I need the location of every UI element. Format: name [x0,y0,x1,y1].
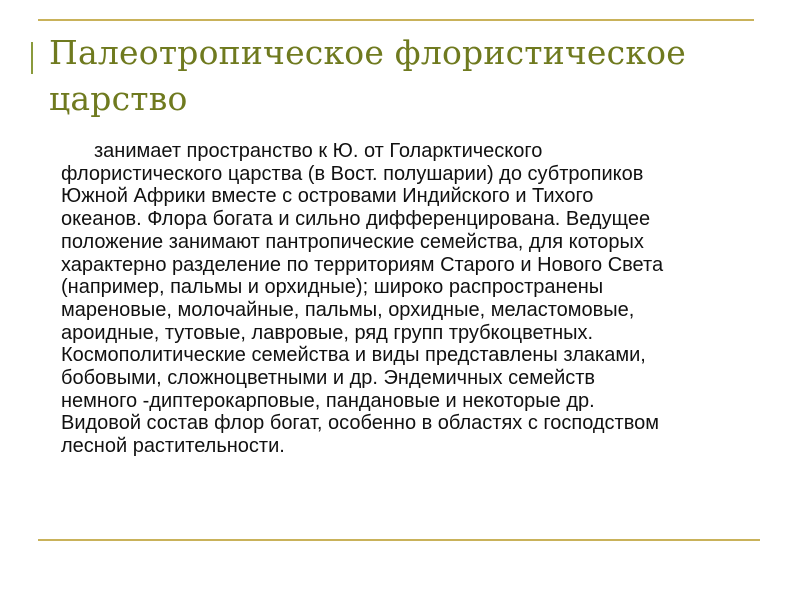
title-accent-bar [31,42,33,74]
slide-title: Палеотропическое флористическое царство [49,33,686,118]
top-divider [38,19,754,21]
slide-body-text: занимает пространство к Ю. от Голарктического флористического царства (в Вост. полушарии) до субтропиков Южной Африки вместе с островами Индийского и Тихого океанов. Флора богата и сильно дифференцирована. Ведущее положение занимают пантропические семейства, для которых характерно разделение по территориям Старого и Нового Света (например, пальмы и орхидные); широко распространены мареновые, молочайные, пальмы, орхидные, меластомовые, ароидные, тутовые, лавровые, ряд групп трубкоцветных. Космополитические семейства и виды представлены злаками, бобовыми, сложноцветными и др. Эндемичных семейств немного -диптерокарповые, пандановые и некоторые др. Видовой состав флор богат, особенно в областях с господством лесной растительности. [61,140,664,458]
bottom-divider [38,539,760,541]
